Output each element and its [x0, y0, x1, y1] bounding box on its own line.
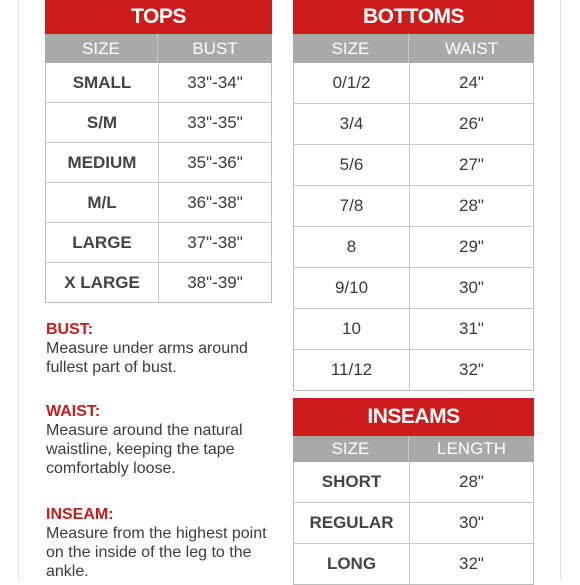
size-cell: LARGE: [72, 232, 132, 252]
tops-table: [45, 0, 272, 303]
bust-cell: 33"-34": [158, 63, 271, 102]
table-row: [46, 102, 271, 142]
bust-note-title: BUST:: [46, 321, 94, 338]
table-row: [294, 63, 533, 103]
table-row: [294, 462, 533, 502]
size-cell: 9/10: [334, 278, 369, 297]
waist-cell: 26": [409, 104, 533, 144]
bust-cell: 33"-35": [158, 103, 271, 142]
waist-cell: 28": [409, 186, 533, 226]
size-cell: MEDIUM: [67, 152, 137, 172]
size-cell: X LARGE: [64, 272, 140, 292]
bottoms-body: [293, 63, 534, 391]
size-cell: 8: [346, 237, 357, 256]
bust-cell: 36"-38": [158, 183, 271, 222]
size-cell: 3/4: [339, 114, 364, 133]
table-row: [46, 63, 271, 102]
size-cell: 10: [342, 319, 361, 338]
waist-cell: 30": [409, 268, 533, 308]
tops-header-size: SIZE: [82, 38, 120, 58]
frame-left-line: [18, 0, 19, 580]
table-row: [294, 543, 533, 584]
bust-note-text: Measure under arms around fullest part of bust.: [46, 340, 248, 376]
bottoms-header-size: SIZE: [331, 38, 370, 58]
waist-note: [46, 402, 282, 478]
tops-header-row: [45, 34, 272, 63]
waist-cell: 31": [409, 309, 533, 349]
inseam-note-title: INSEAM:: [46, 506, 114, 523]
tops-title: TOPS: [45, 0, 272, 34]
table-row: [294, 349, 533, 390]
waist-note-title: WAIST:: [46, 403, 101, 420]
size-cell: 0/1/2: [332, 73, 371, 92]
waist-cell: 24": [409, 63, 533, 103]
size-cell: M/L: [87, 192, 117, 212]
length-cell: 32": [409, 544, 533, 584]
table-row: [46, 182, 271, 222]
length-cell: 30": [409, 503, 533, 543]
size-cell: SMALL: [72, 72, 132, 92]
size-cell: SHORT: [321, 472, 382, 491]
table-row: [294, 502, 533, 543]
inseams-body: [293, 462, 534, 585]
size-cell: 11/12: [330, 360, 373, 379]
size-cell: REGULAR: [309, 513, 394, 532]
table-row: [294, 103, 533, 144]
inseams-header-row: [293, 436, 534, 462]
table-row: [46, 142, 271, 182]
inseams-header-size: SIZE: [331, 439, 370, 458]
bust-cell: 37"-38": [158, 223, 271, 262]
inseam-note-text: Measure from the highest point on the inside of the leg to the ankle.: [46, 525, 267, 580]
inseams-title: INSEAMS: [293, 398, 534, 436]
tops-header-bust: BUST: [157, 34, 272, 63]
table-row: [46, 222, 271, 262]
inseams-header-length: LENGTH: [408, 436, 534, 462]
size-cell: 5/6: [339, 155, 364, 174]
table-row: [294, 226, 533, 267]
table-row: [294, 308, 533, 349]
tops-body: [45, 63, 272, 303]
size-cell: LONG: [326, 554, 377, 573]
waist-cell: 32": [409, 350, 533, 390]
bottoms-header-row: [293, 34, 534, 63]
table-row: [294, 267, 533, 308]
waist-note-text: Measure around the natural waistline, keeping the tape comfortably loose.: [46, 422, 243, 477]
table-row: [294, 144, 533, 185]
size-cell: S/M: [86, 112, 118, 132]
inseam-note: [46, 505, 282, 581]
size-cell: 7/8: [339, 196, 364, 215]
waist-cell: 29": [409, 227, 533, 267]
bottoms-header-waist: WAIST: [408, 34, 534, 63]
table-row: [294, 185, 533, 226]
inseams-table: [293, 398, 534, 585]
bust-cell: 35"-36": [158, 143, 271, 182]
bottoms-title: BOTTOMS: [293, 0, 534, 34]
bottoms-table: [293, 0, 534, 391]
length-cell: 28": [409, 462, 533, 502]
bust-note: [46, 320, 282, 377]
bust-cell: 38"-39": [158, 263, 271, 302]
waist-cell: 27": [409, 145, 533, 185]
frame-right-line: [560, 0, 561, 580]
table-row: [46, 262, 271, 302]
